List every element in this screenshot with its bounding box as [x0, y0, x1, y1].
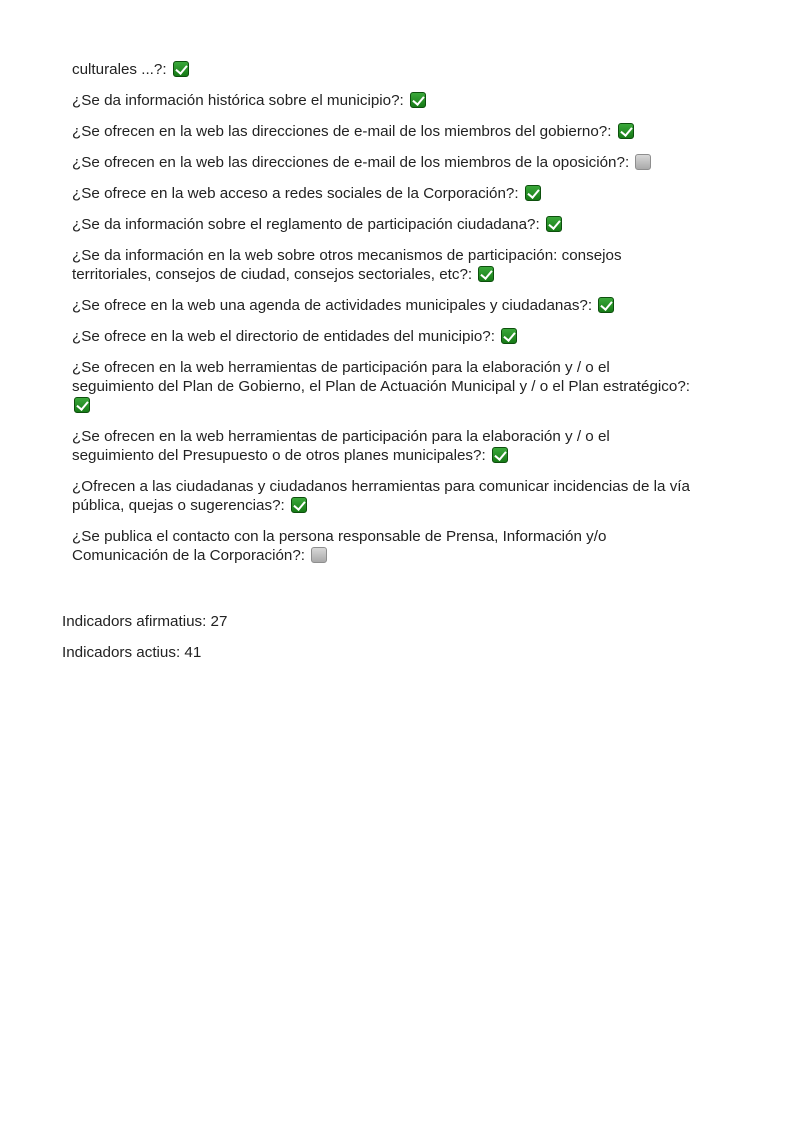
indicator-item [72, 60, 690, 79]
indicator-item [72, 527, 690, 565]
indicator-question: ¿Se ofrece en la web acceso a redes sociales de la Corporación?: [72, 185, 519, 202]
indicator-item [72, 184, 690, 203]
check-icon [598, 297, 614, 313]
indicator-item [72, 91, 690, 110]
indicator-question: ¿Se ofrece en la web una agenda de actividades municipales y ciudadanas?: [72, 297, 593, 314]
indicator-question: ¿Se da información en la web sobre otros mecanismos de participación: consejos territoriales, consejos de ciudad, consejos sectoriales, etc?: [72, 247, 622, 283]
indicator-question: ¿Se ofrecen en la web las direcciones de e-mail de los miembros del gobierno?: [72, 123, 612, 140]
check-icon [618, 123, 634, 139]
indicator-item [72, 427, 690, 465]
affirmative-count: Indicadors afirmatius: 27 [62, 613, 228, 630]
indicator-question: ¿Se ofrecen en la web las direcciones de e-mail de los miembros de la oposición?: [72, 154, 630, 171]
summary [62, 612, 227, 674]
indicator-question: ¿Se da información histórica sobre el municipio?: [72, 92, 404, 109]
check-icon [525, 185, 541, 201]
indicator-question: culturales ...?: [72, 61, 167, 78]
active-count: Indicadors actius: 41 [62, 644, 202, 661]
indicator-list [72, 60, 690, 577]
indicator-question: ¿Se ofrecen en la web herramientas de participación para la elaboración y / o el seguimiento del Presupuesto o de otros planes municipales?: [72, 428, 610, 464]
indicator-item [72, 358, 690, 415]
indicator-question: ¿Se ofrecen en la web herramientas de participación para la elaboración y / o el seguimiento del Plan de Gobierno, el Plan de Actuación Municipal y / o el Plan estratégico?: [72, 359, 691, 395]
indicator-item [72, 122, 690, 141]
indicator-question: ¿Se publica el contacto con la persona responsable de Prensa, Información y/o Comunicación de la Corporación?: [72, 528, 607, 564]
indicator-question: ¿Se ofrece en la web el directorio de entidades del municipio?: [72, 328, 495, 345]
blank-box-icon [635, 154, 651, 170]
check-icon [74, 397, 90, 413]
check-icon [501, 328, 517, 344]
indicator-item [72, 215, 690, 234]
check-icon [291, 497, 307, 513]
check-icon [492, 447, 508, 463]
check-icon [410, 92, 426, 108]
indicator-item [72, 153, 690, 172]
blank-box-icon [311, 547, 327, 563]
indicator-question: ¿Ofrecen a las ciudadanas y ciudadanos herramientas para comunicar incidencias de la vía pública, quejas o sugerencias?: [72, 478, 690, 514]
check-icon [546, 216, 562, 232]
indicator-item [72, 296, 690, 315]
indicator-item [72, 327, 690, 346]
indicator-item [72, 246, 690, 284]
indicator-question: ¿Se da información sobre el reglamento de participación ciudadana?: [72, 216, 540, 233]
check-icon [173, 61, 189, 77]
indicator-item [72, 477, 690, 515]
check-icon [478, 266, 494, 282]
